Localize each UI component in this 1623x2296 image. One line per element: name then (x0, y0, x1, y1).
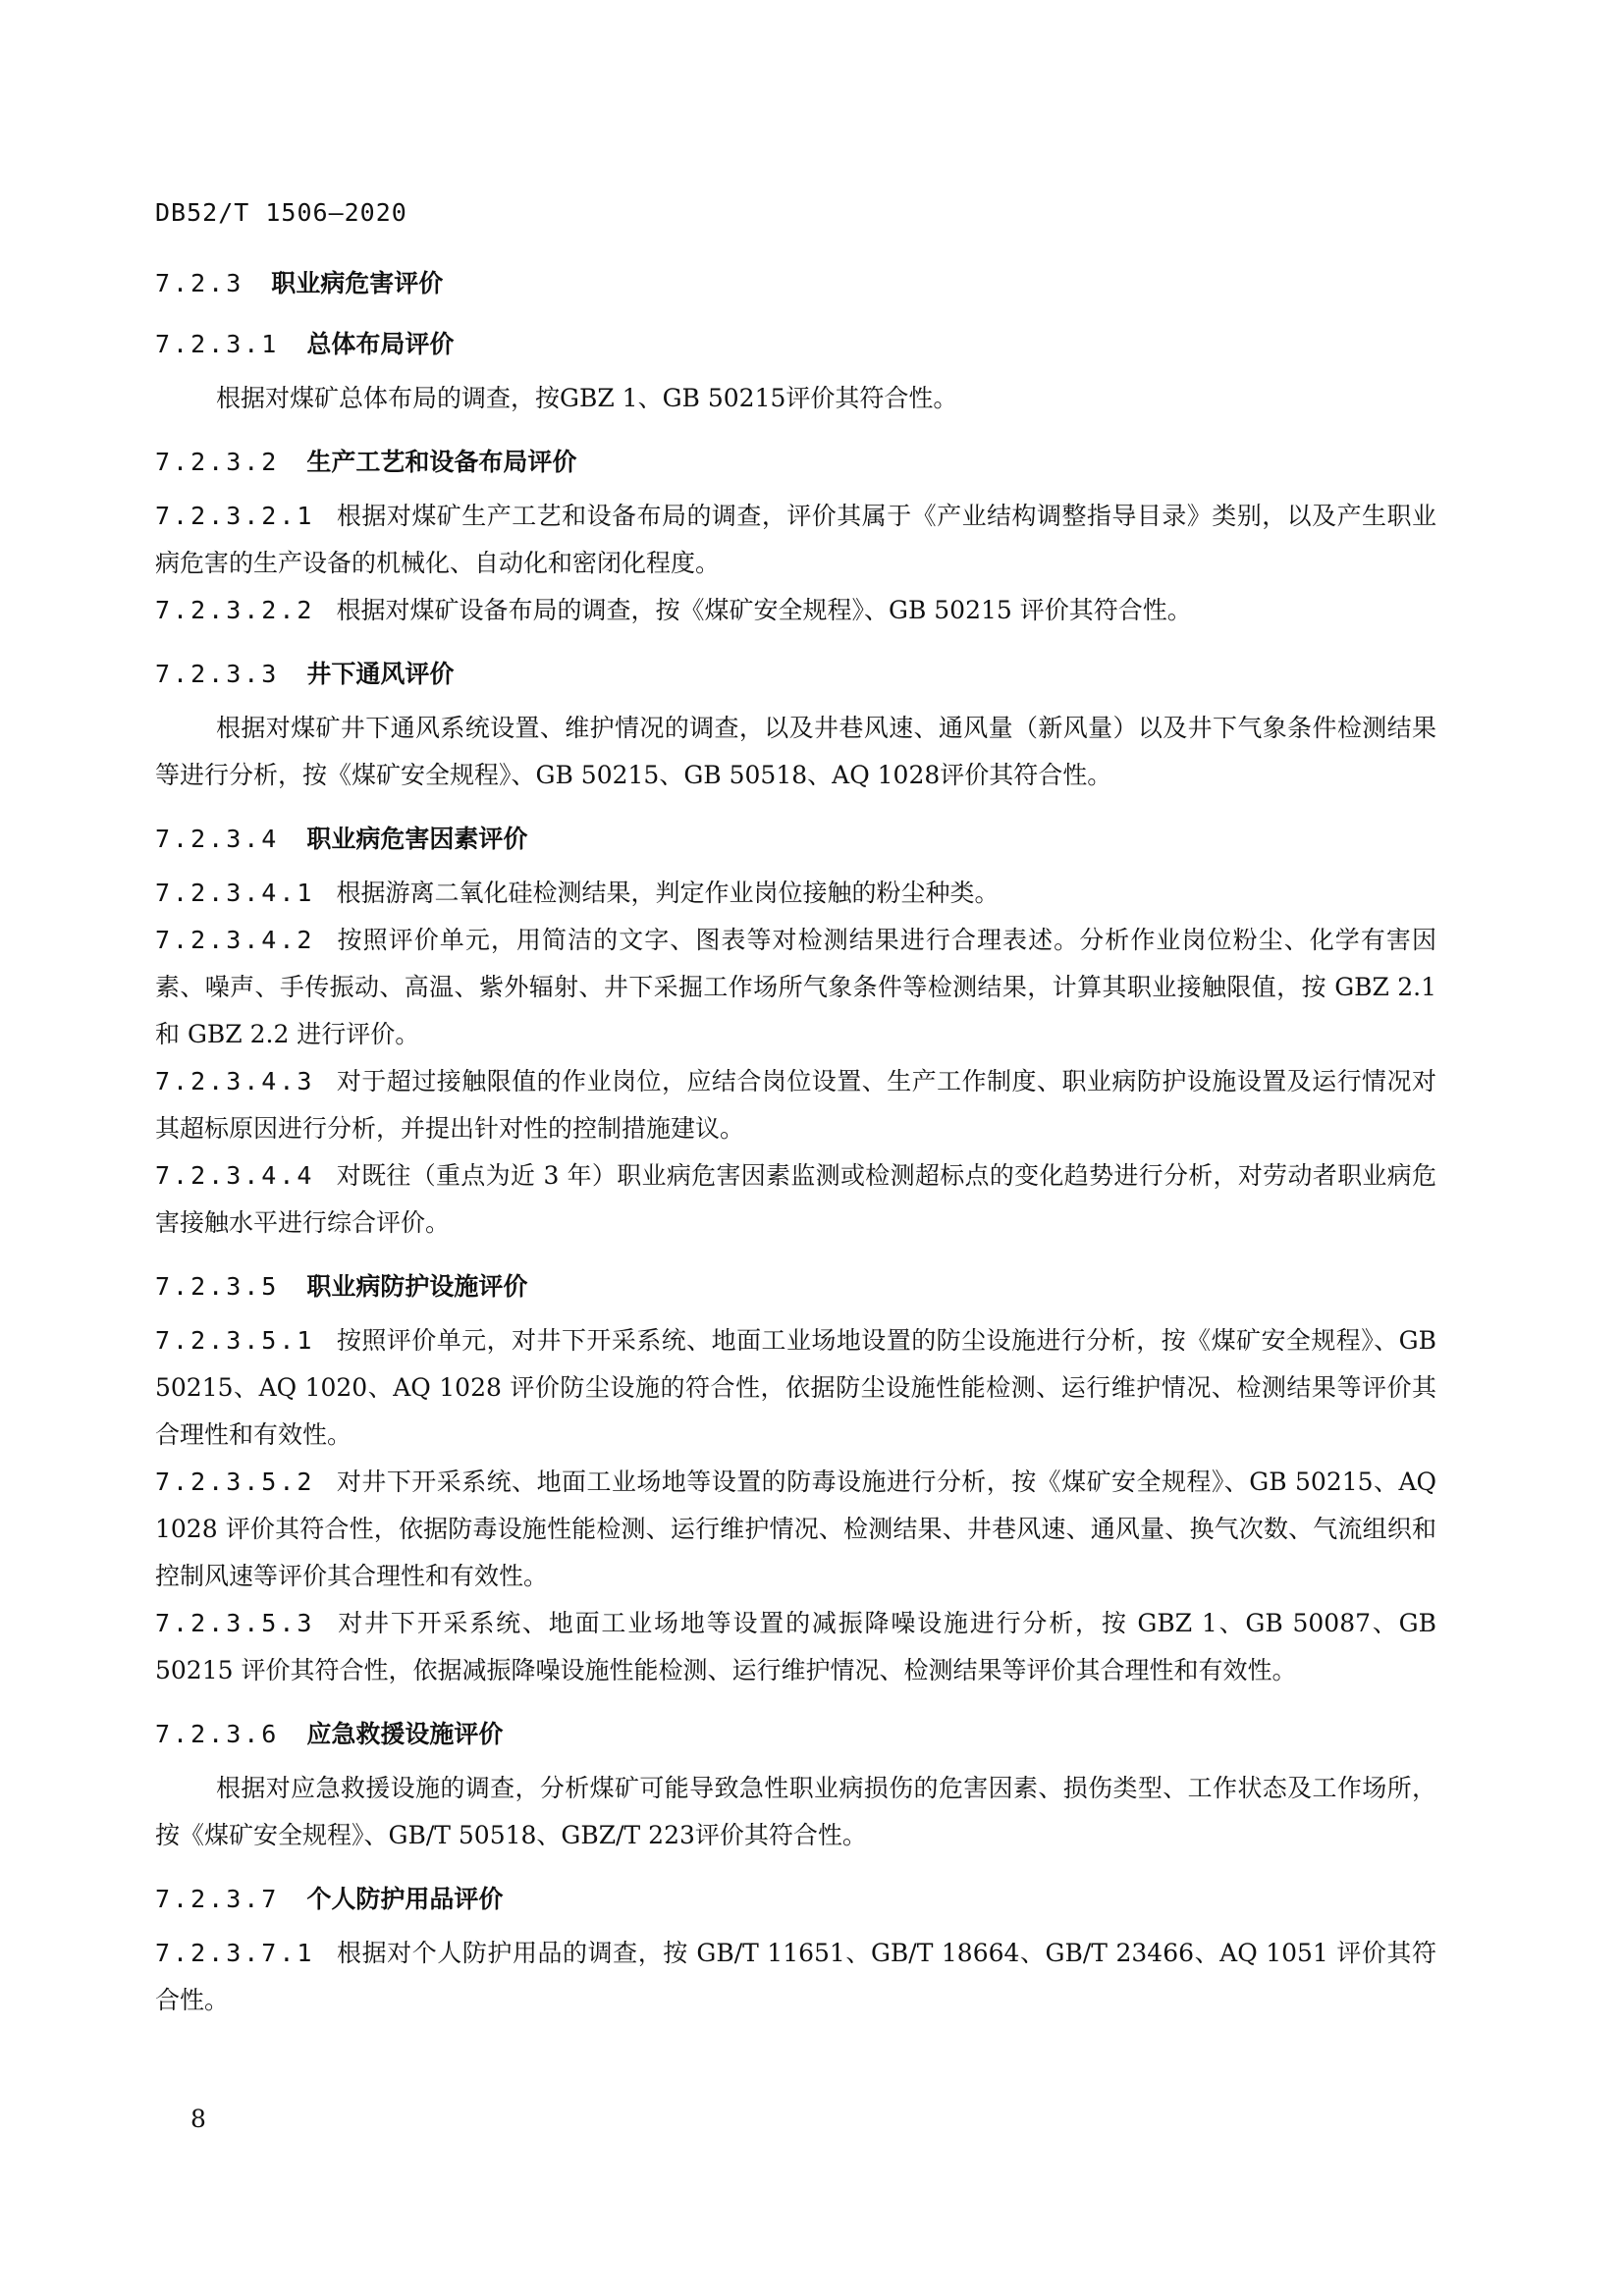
paragraph: 根据对煤矿井下通风系统设置、维护情况的调查，以及井巷风速、通风量（新风量）以及井下气象条件检测结果等进行分析，按《煤矿安全规程》、GB 50215、GB 50518、AQ 1028评价其符合性。 (155, 714, 1436, 789)
clause-number: 7.2.3.7.1 (155, 1939, 315, 1967)
clause (155, 587, 1436, 634)
clause-number: 7.2.3.5.3 (155, 1609, 315, 1637)
section-title: 井下通风评价 (306, 660, 455, 688)
section-title: 个人防护用品评价 (306, 1885, 504, 1913)
clause-text: 根据对煤矿生产工艺和设备布局的调查，评价其属于《产业结构调整指导目录》类别，以及产生职业病危害的生产设备的机械化、自动化和密闭化程度。 (155, 502, 1436, 577)
clause-number: 7.2.3.4.2 (155, 926, 315, 954)
clause (155, 1930, 1436, 2024)
section-heading (155, 1879, 1436, 1920)
clause-number: 7.2.3.5.1 (155, 1326, 315, 1355)
clause-text: 按照评价单元，对井下开采系统、地面工业场地设置的防尘设施进行分析，按《煤矿安全规程》、GB 50215、AQ 1020、AQ 1028 评价防尘设施的符合性，依据防尘设施性能检测、运行维护情况、检测结果等评价其合理性和有效性。 (155, 1326, 1436, 1449)
clause (155, 1600, 1436, 1694)
clause-text: 根据对煤矿设备布局的调查，按《煤矿安全规程》、GB 50215 评价其符合性。 (336, 596, 1192, 624)
section-number: 7.2.3.5 (155, 1272, 280, 1301)
document-body (155, 263, 1436, 2024)
clause (155, 1058, 1436, 1152)
section-title: 职业病危害因素评价 (306, 825, 528, 853)
section-heading (155, 654, 1436, 695)
section-title: 职业病防护设施评价 (306, 1272, 528, 1301)
clause-text: 对井下开采系统、地面工业场地等设置的防毒设施进行分析，按《煤矿安全规程》、GB 50215、AQ 1028 评价其符合性，依据防毒设施性能检测、运行维护情况、检测结果、井巷风速、通风量、换气次数、气流组织和控制风速等评价其合理性和有效性。 (155, 1468, 1436, 1590)
section-number: 7.2.3.2 (155, 448, 280, 476)
clause-number: 7.2.3.2.1 (155, 502, 315, 530)
section-number: 7.2.3.3 (155, 660, 280, 688)
clause-number: 7.2.3.4.4 (155, 1161, 315, 1190)
clause-number: 7.2.3.4.1 (155, 879, 315, 907)
clause (155, 917, 1436, 1058)
clause-text: 根据对个人防护用品的调查，按 GB/T 11651、GB/T 18664、GB/T 23466、AQ 1051 评价其符合性。 (155, 1939, 1436, 2014)
clause-text: 对井下开采系统、地面工业场地等设置的减振降噪设施进行分析，按 GBZ 1、GB 50087、GB 50215 评价其符合性，依据减振降噪设施性能检测、运行维护情况、检测结果等评价其合理性和有效性。 (155, 1609, 1436, 1684)
page-number: 8 (190, 2105, 206, 2133)
clause-number: 7.2.3.5.2 (155, 1468, 315, 1496)
paragraph: 根据对应急救援设施的调查，分析煤矿可能导致急性职业病损伤的危害因素、损伤类型、工作状态及工作场所，按《煤矿安全规程》、GB/T 50518、GBZ/T 223评价其符合性。 (155, 1774, 1436, 1849)
section-heading (155, 263, 1436, 304)
section-heading (155, 324, 1436, 365)
clause (155, 493, 1436, 587)
clause-text: 对于超过接触限值的作业岗位，应结合岗位设置、生产工作制度、职业病防护设施设置及运行情况对其超标原因进行分析，并提出针对性的控制措施建议。 (155, 1067, 1436, 1143)
clause (155, 1317, 1436, 1459)
document-header-id: DB52/T 1506—2020 (155, 198, 407, 227)
clause-number: 7.2.3.4.3 (155, 1067, 315, 1095)
clause-text: 对既往（重点为近 3 年）职业病危害因素监测或检测超标点的变化趋势进行分析，对劳动者职业病危害接触水平进行综合评价。 (155, 1161, 1436, 1237)
section-heading (155, 442, 1436, 483)
clause (155, 1459, 1436, 1600)
section-title: 职业病危害评价 (271, 269, 444, 297)
section-title: 生产工艺和设备布局评价 (306, 448, 577, 476)
clause-text: 按照评价单元，用简洁的文字、图表等对检测结果进行合理表述。分析作业岗位粉尘、化学有害因素、噪声、手传振动、高温、紫外辐射、井下采掘工作场所气象条件等检测结果，计算其职业接触限值，按 GBZ 2.1 和 GBZ 2.2 进行评价。 (155, 926, 1436, 1048)
clause (155, 870, 1436, 917)
section-heading (155, 1714, 1436, 1755)
section-number: 7.2.3.1 (155, 330, 280, 358)
section-title: 总体布局评价 (306, 330, 455, 358)
section-title: 应急救援设施评价 (306, 1720, 504, 1748)
clause-text: 根据游离二氧化硅检测结果，判定作业岗位接触的粉尘种类。 (336, 879, 1000, 907)
section-heading (155, 1266, 1436, 1308)
clause-number: 7.2.3.2.2 (155, 596, 315, 624)
paragraph: 根据对煤矿总体布局的调查，按GBZ 1、GB 50215评价其符合性。 (216, 384, 958, 412)
section-number: 7.2.3.6 (155, 1720, 280, 1748)
section-number: 7.2.3 (155, 269, 244, 297)
section-heading (155, 819, 1436, 860)
clause (155, 1152, 1436, 1247)
section-number: 7.2.3.7 (155, 1885, 280, 1913)
section-number: 7.2.3.4 (155, 825, 280, 853)
